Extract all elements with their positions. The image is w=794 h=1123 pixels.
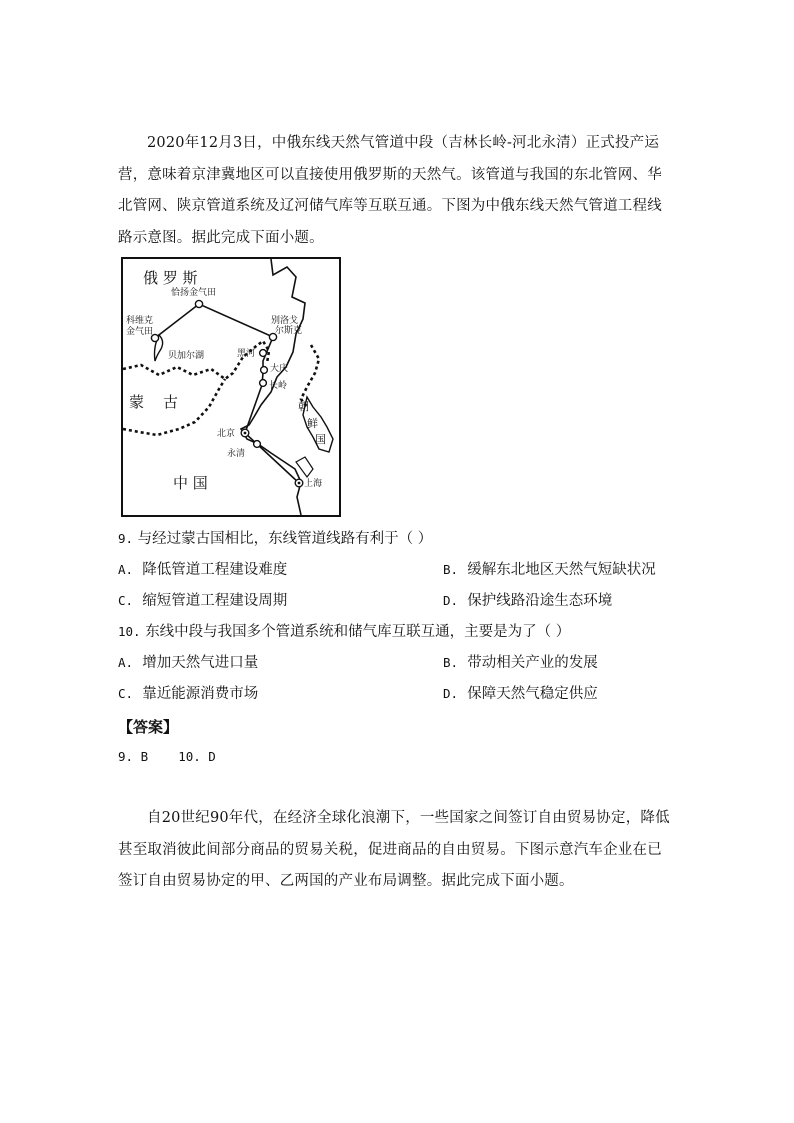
node-changling xyxy=(260,380,267,387)
q9-option-a: A. 降低管道工程建设难度 xyxy=(118,562,288,578)
node-beijing-dot xyxy=(244,432,247,435)
question-9-stem xyxy=(118,529,432,549)
label-korea-3: 国 xyxy=(315,433,326,446)
question-9-text: 与经过蒙古国相比，东线管道线路有利于（ ） xyxy=(137,531,433,547)
answer-key: 9. B 10. D xyxy=(118,749,216,764)
label-blagoveshchensk-2: 尔斯克 xyxy=(275,326,303,336)
label-daqing: 大庆 xyxy=(270,364,289,374)
label-china: 中 国 xyxy=(173,474,208,492)
label-beijing: 北京 xyxy=(217,429,236,439)
label-baikal: 贝加尔湖 xyxy=(168,351,205,361)
question-10-number: 10. xyxy=(118,624,141,639)
question-9-number: 9. xyxy=(118,531,134,546)
label-chayanda: 恰扬金气田 xyxy=(171,288,217,298)
q9-option-d: D. 保护线路沿途生态环境 xyxy=(443,593,613,609)
label-mongolia-2: 古 xyxy=(163,393,179,411)
label-heihe: 黑河 xyxy=(237,349,256,359)
label-kovykta-2: 金气田 xyxy=(126,327,154,337)
node-shanghai-dot xyxy=(298,482,301,485)
node-heihe xyxy=(260,350,267,357)
node-chayanda xyxy=(195,300,202,307)
q10-option-b: B. 带动相关产业的发展 xyxy=(443,655,598,671)
pipeline-route-map xyxy=(121,257,341,517)
label-korea-1: 朝 xyxy=(298,400,309,413)
label-kovykta-1: 科维克 xyxy=(126,316,154,326)
question-10-text: 东线中段与我国多个管道系统和储气库互联互通，主要是为了（ ） xyxy=(145,624,571,640)
label-mongolia-1: 蒙 xyxy=(129,393,145,411)
intro-paragraph: 2020年12月3日，中俄东线天然气管道中段（吉林长岭-河北永清）正式投产运营，意味着京津冀地区可以直接使用俄罗斯的天然气。该管道与我国的东北管网、华北管网、陕京管道系统及辽河储气库等互联互通。下图为中俄东线天然气管道工程线路示意图。据此完成下面小题。 xyxy=(118,135,662,246)
label-korea-2: 鲜 xyxy=(307,417,318,430)
next-intro-paragraph: 自20世纪90年代，在经济全球化浪潮下，一些国家之间签订自由贸易协定，降低甚至取消彼此间部分商品的贸易关税，促进商品的自由贸易。下图示意汽车企业在已签订自由贸易协定的甲、乙两国的产业布局调整。据此完成下面小题。 xyxy=(118,810,670,889)
label-shanghai: 上海 xyxy=(304,479,323,489)
node-yongqing xyxy=(254,441,261,448)
label-blagoveshchensk-1: 别洛戈 xyxy=(271,316,299,326)
q10-option-c: C. 靠近能源消费市场 xyxy=(118,686,259,702)
q9-option-b: B. 缓解东北地区天然气短缺状况 xyxy=(443,562,656,578)
answer-heading: 【答案】 xyxy=(118,718,179,736)
question-10-stem xyxy=(118,622,570,642)
q10-option-d: D. 保障天然气稳定供应 xyxy=(443,686,598,702)
q10-option-a: A. 增加天然气进口量 xyxy=(118,655,259,671)
node-daqing xyxy=(261,367,268,374)
label-russia: 俄 罗 斯 xyxy=(143,269,198,287)
q9-option-c: C. 缩短管道工程建设周期 xyxy=(118,593,288,609)
label-yongqing: 永清 xyxy=(227,449,246,459)
label-changling: 长岭 xyxy=(269,381,288,391)
